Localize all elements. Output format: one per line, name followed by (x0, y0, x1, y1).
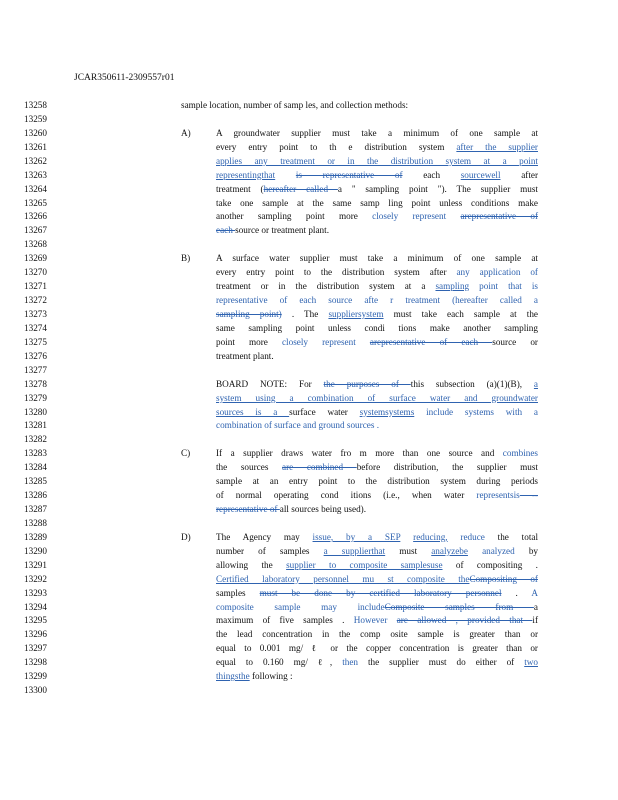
line-number: 13299 (24, 671, 47, 682)
paragraph-b-line (216, 337, 538, 348)
paragraph-marker: B) (181, 253, 191, 264)
text-run: closely represent (372, 211, 461, 222)
paragraph-marker: C) (181, 448, 191, 459)
text-run: if (532, 615, 539, 626)
text-run: after (500, 169, 539, 180)
text-run (400, 532, 413, 542)
inserted-text: applies any treatment or in the distribution system at a point (216, 155, 538, 166)
paragraph-d-line (216, 615, 538, 626)
line-number: 13275 (24, 336, 47, 347)
text-run (387, 615, 396, 625)
paragraph-c-line (216, 476, 538, 487)
board-note-line (216, 393, 538, 404)
inserted-text: sources is a (216, 406, 290, 417)
inserted-text: sampling (435, 281, 470, 292)
text-run: source or (492, 336, 538, 347)
paragraph-c-line (216, 448, 538, 459)
paragraph-b-line (216, 253, 538, 264)
inserted-text: suppliersystem (328, 308, 384, 319)
inserted-text: two (524, 657, 538, 668)
line-number: 13276 (24, 350, 47, 361)
text-run: a " sampling point "). The supplier must (337, 183, 538, 194)
deleted-text: representative of (216, 504, 280, 514)
paragraph-marker: D) (181, 531, 191, 542)
paragraph-a-line (216, 156, 538, 167)
text-run: each (402, 169, 461, 180)
text-run: surface water (289, 406, 360, 417)
deleted-text: hereafter called (263, 183, 338, 194)
line-number: 13281 (24, 420, 47, 431)
deleted-text: the purposes of (323, 378, 411, 389)
text-run: the sources (216, 462, 283, 473)
deleted-text: must be done by certified laboratory personnel (259, 587, 502, 598)
paragraph-d-line (216, 602, 538, 613)
paragraph-b-line (216, 281, 538, 292)
paragraph-a-line (216, 170, 538, 181)
paragraph-c-line (216, 490, 538, 501)
line-number: 13292 (24, 573, 47, 584)
text-run: treatment plant. (216, 350, 274, 361)
line-number: 13295 (24, 615, 47, 626)
line-number: 13294 (24, 601, 47, 612)
deleted-text: are allowed , provided that (396, 615, 533, 626)
text-run: before distribution, the supplier must (356, 462, 538, 473)
inserted-text: supplier to composite samplesuse (286, 559, 443, 570)
text-run: the lead concentration in the comp osite sample is greater than or (216, 629, 538, 640)
text-run: take one sample at the same samp ling point unless conditions make (216, 197, 538, 208)
line-number: 13291 (24, 559, 47, 570)
paragraph-d-line (216, 532, 538, 543)
text-run: by (514, 545, 538, 556)
text-run: A groundwater supplier must take a minimum of one sample at (216, 127, 538, 138)
line-number: 13260 (24, 127, 47, 138)
line-number: 13262 (24, 155, 47, 166)
line-number: 13279 (24, 392, 47, 403)
paragraph-d-line (216, 588, 538, 599)
text-run: closely represent (281, 336, 370, 347)
paragraph-b-line (216, 267, 538, 278)
inserted-text: a supplierthat (323, 545, 386, 556)
deleted-text: is representative of (295, 169, 403, 180)
inserted-text: issue, by a SEP (312, 531, 401, 542)
line-number: 13285 (24, 476, 47, 487)
document-id: JCAR350611-2309557r01 (74, 73, 175, 83)
text-run: the supplier must do either of (358, 657, 525, 668)
paragraph-marker: A) (181, 127, 191, 138)
deleted-text: are combined (282, 462, 357, 473)
deleted-text: arepresentative of each (369, 336, 493, 347)
line-number: 13267 (24, 225, 47, 236)
paragraph-d-line (216, 643, 538, 654)
line-number: 13271 (24, 281, 47, 292)
paragraph-d-line (216, 546, 538, 557)
text-run: composite sample may include (216, 601, 385, 612)
deleted-text: sampling point) (216, 308, 282, 319)
line-number: 13261 (24, 141, 47, 152)
paragraph-b-line (216, 323, 538, 334)
text-run: The Agency may (216, 531, 313, 542)
text-run: every entry point to the distribution system after (216, 267, 457, 278)
text-run: . The (281, 308, 329, 319)
line-number: 13259 (24, 113, 47, 124)
line-number: 13283 (24, 448, 47, 459)
text-run: must (385, 545, 432, 556)
paragraph-a-line (216, 128, 538, 139)
text-run: allowing the (216, 559, 287, 570)
text-run: representative of each source afte r treatment (hereafter called a (216, 295, 538, 305)
text-run: source or treatment plant. (235, 225, 330, 236)
line-number: 13270 (24, 267, 47, 278)
text-run: reduce (460, 531, 485, 542)
inserted-text: after the supplier (456, 141, 538, 152)
text-run: If a supplier draws water fro m more than one source and (216, 448, 503, 459)
text-run: A surface water supplier must take a minimum of one sample at (216, 253, 538, 264)
text-run: However (353, 615, 388, 626)
inserted-text: systemsystems (359, 406, 415, 417)
board-note-line (216, 379, 538, 390)
text-run: then (342, 657, 359, 668)
line-number: 13277 (24, 364, 47, 375)
text-run: combination of surface and ground sources . (216, 420, 380, 431)
line-number: 13290 (24, 545, 47, 556)
line-number: 13298 (24, 657, 47, 668)
line-number: 13265 (24, 197, 47, 208)
deleted-text: Compositing of (469, 573, 538, 584)
text-run: BOARD NOTE: For (216, 378, 324, 389)
line-number: 13296 (24, 629, 47, 640)
deleted-text: -- (519, 490, 538, 500)
line-number: 13269 (24, 253, 47, 264)
line-number: 13258 (24, 100, 47, 110)
text-run: A (531, 587, 538, 598)
text-run: a (533, 601, 538, 612)
text-run: every entry point to th e distribution system (216, 141, 457, 152)
text-run: equal to 0.160 mg/ ℓ, (216, 657, 343, 668)
line-number: 13286 (24, 490, 47, 500)
paragraph-d-line (216, 629, 538, 640)
inserted-text: Certified laboratory personnel mu st composite the (216, 573, 470, 584)
text-run: of compositing . (442, 559, 538, 570)
inserted-text: system using a combination of surface water and groundwater (216, 392, 538, 403)
line-number: 13297 (24, 643, 47, 654)
line-number: 13273 (24, 308, 47, 319)
board-note-line (216, 407, 538, 418)
text-run: point more (216, 336, 282, 347)
text-run: of normal operating cond itions (i.e., when water (216, 490, 477, 500)
text-run (275, 170, 296, 180)
inserted-text: sourcewell (460, 169, 501, 180)
line-number: 13268 (24, 239, 47, 250)
text-run: analyzed (482, 545, 515, 556)
paragraph-a-line (216, 198, 538, 209)
paragraph-b-line (216, 351, 538, 362)
line-number: 13272 (24, 295, 47, 305)
paragraph-b-line (216, 309, 538, 320)
paragraph-d-line (216, 657, 538, 668)
deleted-text: Composite samples from (384, 601, 534, 612)
paragraph-a-line (216, 142, 538, 153)
text-run: this subsection (a)(1)(B), (410, 378, 534, 389)
text-run: following : (249, 671, 293, 682)
paragraph-d-line (216, 671, 538, 682)
line-number: 13287 (24, 504, 47, 514)
line-number: 13288 (24, 517, 47, 528)
text-run: same sampling point unless condi tions make another sampling (216, 322, 538, 333)
text-run: include systems with a (414, 406, 538, 417)
inserted-text: analyzebe (431, 545, 468, 556)
deleted-text: arepresentative of (460, 211, 538, 222)
inserted-text: representingthat (216, 169, 276, 180)
text-run (448, 532, 461, 542)
paragraph-d-line (216, 574, 538, 585)
text-run: maximum of five samples . (216, 615, 354, 626)
board-note-line (216, 420, 538, 431)
inserted-text: thingsthe (216, 671, 250, 682)
deleted-text: each (216, 225, 236, 236)
line-number: 13293 (24, 587, 47, 598)
paragraph-a-line (216, 225, 538, 236)
text-run (468, 546, 482, 556)
inserted-text: a (533, 378, 538, 389)
line-number: 13264 (24, 183, 47, 194)
text-run: must take each sample at the (383, 308, 538, 319)
line-number: 13263 (24, 169, 47, 180)
line-number: 13266 (24, 211, 47, 222)
paragraph-b-line (216, 295, 538, 306)
text-run: representsis (476, 490, 520, 500)
paragraph-c-line (216, 504, 538, 515)
text-run: equal to 0.001 mg/ ℓ or the copper concentration is greater than or (216, 643, 538, 654)
text-run: the total (484, 531, 539, 542)
line-number: 13300 (24, 685, 47, 696)
text-run: combines (502, 448, 538, 459)
text-run: treatment or in the distribution system at a (216, 281, 436, 292)
text-run: another sampling point more (216, 211, 373, 222)
text-run: sample at an entry point to the distribution system during periods (216, 476, 538, 487)
text-run: samples (216, 587, 260, 598)
paragraph-a-line (216, 211, 538, 222)
paragraph-c-line (216, 462, 538, 473)
paragraph-a-line (216, 184, 538, 195)
line-number: 13278 (24, 378, 47, 389)
paragraph-d-line (216, 560, 538, 571)
text-run: number of samples (216, 545, 324, 556)
text-run: . (501, 587, 532, 598)
line-number: 13280 (24, 406, 47, 417)
text-run: point that is (469, 281, 539, 292)
inserted-text: reducing, (413, 531, 448, 542)
text-run: all sources being used). (279, 504, 367, 514)
line-number: 13284 (24, 462, 47, 473)
line-number: 13282 (24, 434, 47, 445)
line-number: 13274 (24, 322, 47, 333)
text-run: treatment ( (216, 183, 264, 194)
line-number: 13289 (24, 531, 47, 542)
text-run: any application of (456, 267, 538, 278)
intro-line: sample location, number of samp les, and collection methods: (181, 100, 409, 110)
